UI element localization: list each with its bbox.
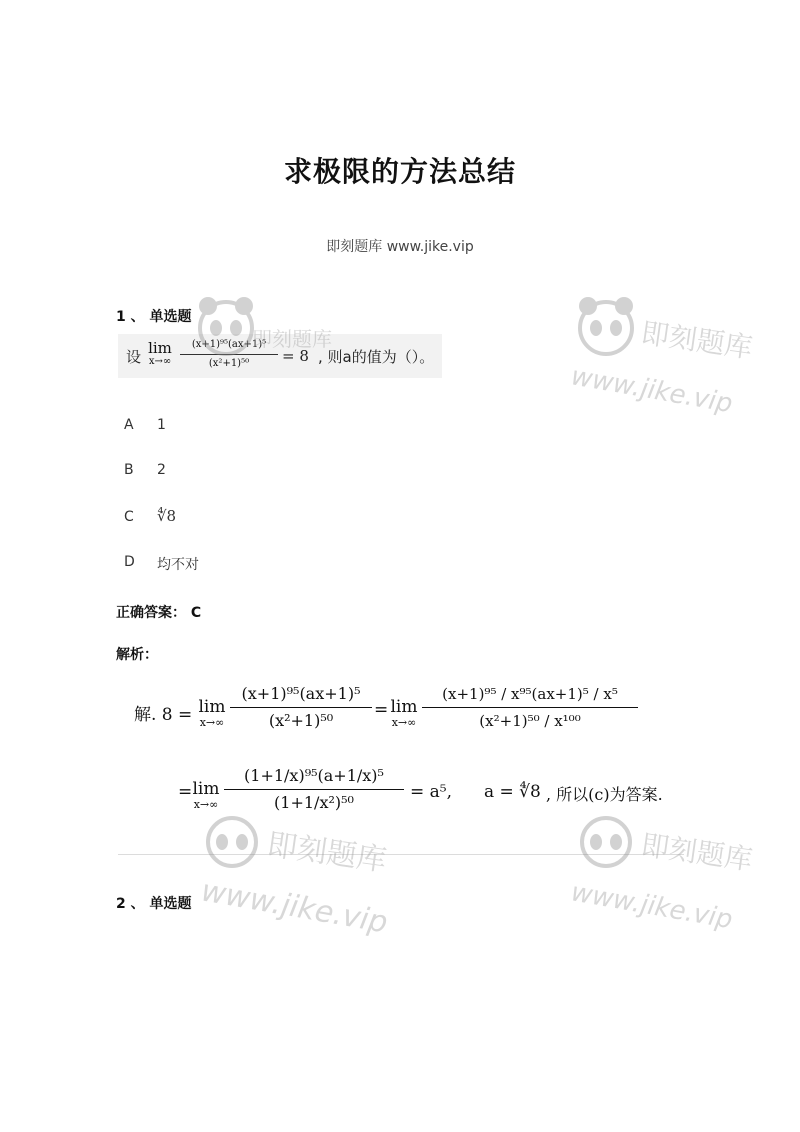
watermark-url-text: www.jike.vip	[568, 877, 735, 936]
solution-frac3-num: (1+1/x)⁹⁵(a+1/x)⁵	[244, 766, 384, 785]
solution-frac2-bar	[422, 707, 638, 708]
solution-a-value: a = ∜8	[484, 782, 541, 802]
solution-frac3-bar	[224, 789, 404, 790]
question-2-header: 2 、 单选题	[116, 896, 192, 912]
solution-eq-2: =	[178, 782, 193, 802]
explanation-label: 解析：	[116, 647, 158, 663]
watermark-brand-text: 即刻题库	[252, 327, 332, 351]
solution-fraction-1	[230, 684, 372, 731]
stem-fraction-bar	[180, 354, 278, 355]
solution-line1-prefix: 解. 8 =	[134, 705, 193, 725]
stem-fraction	[180, 338, 278, 371]
stem-denominator: (x²+1)⁵⁰	[208, 358, 250, 369]
solution-lim-sub: x→∞	[391, 716, 417, 729]
page-subtitle: 即刻题库 www.jike.vip	[326, 239, 474, 255]
section-divider	[118, 854, 684, 855]
solution-lim-word: lim	[390, 697, 418, 717]
watermark-brand-text: 即刻题库	[639, 316, 755, 365]
stem-prefix: 设	[126, 347, 142, 366]
solution-eq-1: =	[374, 700, 389, 720]
option-c-value[interactable]: ∜8	[157, 507, 177, 525]
solution-frac1-num: (x+1)⁹⁵(ax+1)⁵	[241, 684, 361, 703]
solution-lim-2	[388, 698, 420, 729]
option-d-value[interactable]: 均不对	[157, 557, 199, 573]
option-c-letter: C	[124, 509, 134, 525]
option-b-letter: B	[124, 462, 134, 478]
solution-frac1-den: (x²+1)⁵⁰	[268, 711, 334, 730]
stem-equals: = 8	[282, 347, 309, 365]
watermark-panda-logo-bottom-left	[196, 810, 436, 940]
option-d-letter: D	[124, 554, 135, 570]
solution-frac1-bar	[230, 707, 372, 708]
answer-label: 正确答案：	[116, 605, 186, 621]
option-a-value[interactable]: 1	[157, 417, 166, 433]
solution-lim-1	[196, 698, 228, 729]
watermark-brand-text: 即刻题库	[639, 828, 755, 877]
question-1-stem	[118, 334, 442, 378]
solution-conclusion: , 所以(c)为答案.	[546, 785, 663, 804]
watermark-panda-logo-top-right	[568, 290, 755, 420]
solution-frac2-num: (x+1)⁹⁵ / x⁹⁵(ax+1)⁵ / x⁵	[442, 685, 618, 703]
solution-frac2-den: (x²+1)⁵⁰ / x¹⁰⁰	[479, 712, 581, 730]
solution-lim-3	[190, 780, 222, 811]
solution-lim-word: lim	[192, 779, 220, 799]
option-b-value[interactable]: 2	[157, 462, 166, 478]
stem-suffix: , 则a的值为（）。	[318, 347, 435, 366]
stem-numerator: (x+1)⁹⁵(ax+1)⁵	[191, 339, 267, 350]
stem-lim-sub: x→∞	[148, 356, 172, 367]
solution-lim-sub: x→∞	[193, 798, 219, 811]
stem-limit	[144, 340, 176, 368]
watermark-brand-text: 即刻题库	[264, 827, 389, 879]
solution-lim-word: lim	[198, 697, 226, 717]
answer-line	[116, 602, 201, 622]
solution-frac3-den: (1+1/x²)⁵⁰	[274, 793, 354, 812]
option-a-letter: A	[124, 417, 134, 433]
solution-result: = a⁵,	[410, 782, 453, 802]
watermark-url-text: www.jike.vip	[198, 873, 391, 941]
watermark-panda-logo-bottom-right	[568, 810, 755, 936]
solution-lim-sub: x→∞	[199, 716, 225, 729]
answer-value: C	[190, 605, 202, 621]
solution-fraction-2	[422, 684, 638, 731]
stem-lim-word: lim	[148, 339, 172, 357]
solution-fraction-3	[224, 766, 404, 813]
page-title: 求极限的方法总结	[283, 155, 516, 188]
watermark-url-text: www.jike.vip	[568, 361, 735, 420]
question-1-header: 1 、 单选题	[116, 309, 192, 325]
